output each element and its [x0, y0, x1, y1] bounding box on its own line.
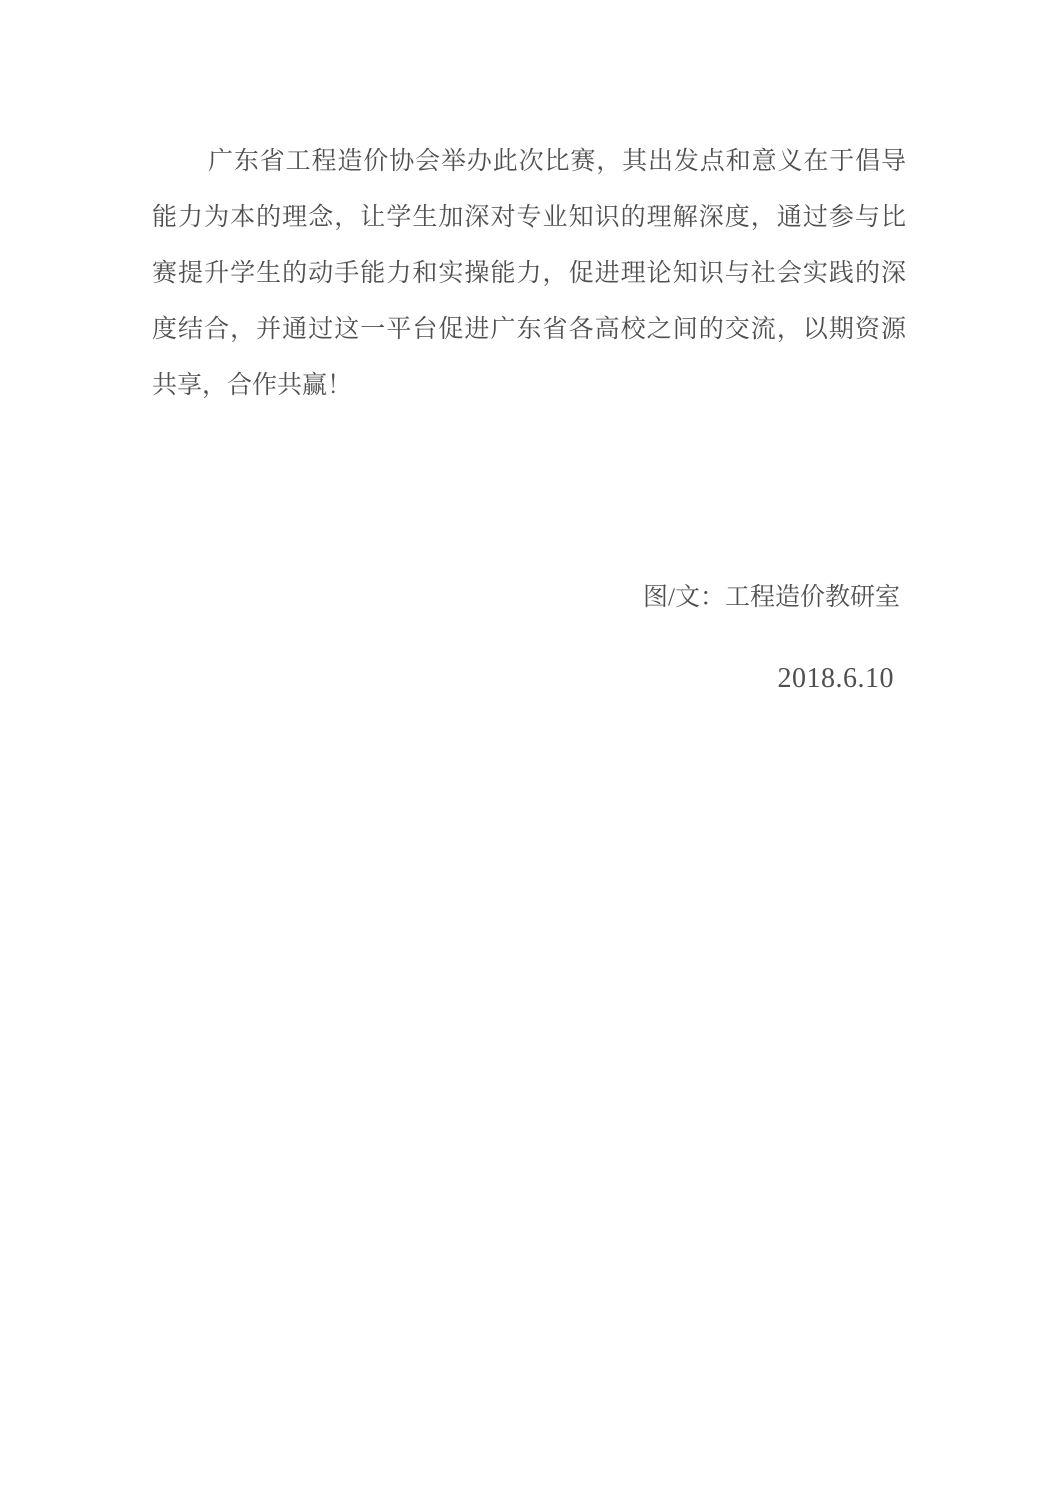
date: 2018.6.10 — [777, 663, 894, 694]
paragraph-line-4: 度结合，并通过这一平台促进广东省各高校之间的交流，以期资源 — [152, 316, 906, 343]
paragraph-line-1: 广东省工程造价协会举办此次比赛，其出发点和意义在于倡导 — [208, 148, 906, 175]
paragraph-line-2: 能力为本的理念，让学生加深对专业知识的理解深度，通过参与比 — [152, 204, 906, 231]
byline: 图/文：工程造价教研室 — [643, 584, 900, 611]
body-paragraph — [152, 134, 906, 414]
paragraph-line-3: 赛提升学生的动手能力和实操能力，促进理论知识与社会实践的深 — [152, 260, 906, 287]
paragraph-line-5: 共享，合作共赢！ — [152, 372, 353, 399]
